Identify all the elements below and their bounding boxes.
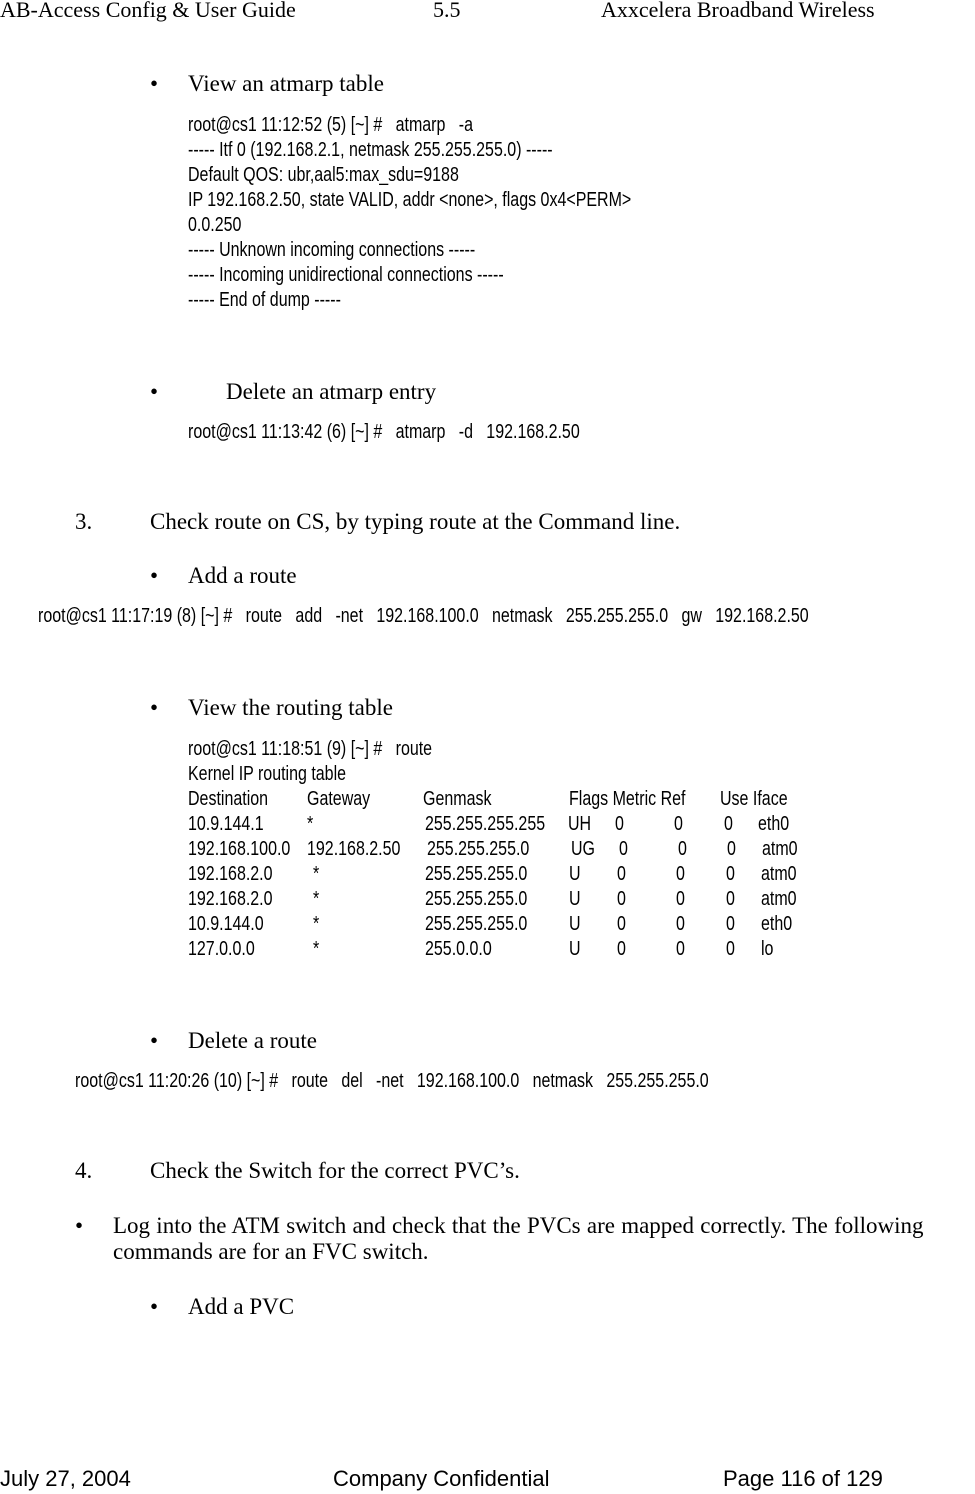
code-line: IP 192.168.2.50, state VALID, addr <none>, flags 0x4<PERM> bbox=[188, 189, 632, 211]
code-line: root@cs1 11:17:19 (8) [~] # route add -net 192.168.100.0 netmask 255.255.255.0 gw 192.168.2.50 bbox=[38, 605, 809, 627]
cell-flags: U bbox=[569, 863, 581, 885]
code-line: ----- End of dump ----- bbox=[188, 289, 341, 311]
bullet-icon: • bbox=[150, 71, 159, 96]
code-line: Default QOS: ubr,aal5:max_sdu=9188 bbox=[188, 164, 459, 186]
bullet-icon: • bbox=[150, 379, 159, 404]
cell-ref: 0 bbox=[676, 863, 685, 885]
footer-date: July 27, 2004 bbox=[0, 1466, 131, 1491]
paragraph-login-switch bbox=[113, 1213, 975, 1265]
cell-use: 0 bbox=[726, 863, 735, 885]
cell-destination: 192.168.2.0 bbox=[188, 888, 273, 910]
cell-gateway: * bbox=[313, 938, 320, 960]
footer-page-number: Page 116 of 129 bbox=[723, 1466, 883, 1491]
cell-gateway: * bbox=[313, 888, 320, 910]
cell-flags: U bbox=[569, 938, 581, 960]
cell-iface: atm0 bbox=[761, 888, 797, 910]
column-header-gateway: Gateway bbox=[307, 788, 371, 810]
cell-destination: 10.9.144.1 bbox=[188, 813, 264, 835]
cell-flags: UH bbox=[568, 813, 592, 835]
cell-iface: eth0 bbox=[761, 913, 793, 935]
cell-genmask: 255.255.255.0 bbox=[425, 888, 528, 910]
code-line: root@cs1 11:13:42 (6) [~] # atmarp -d 192.168.2.50 bbox=[188, 421, 580, 443]
code-block-atmarp-delete bbox=[188, 420, 678, 445]
code-line: root@cs1 11:20:26 (10) [~] # route del -net 192.168.100.0 netmask 255.255.255.0 bbox=[75, 1070, 709, 1092]
step-text-3: Check route on CS, by typing route at the Command line. bbox=[150, 509, 681, 534]
cell-metric: 0 bbox=[615, 813, 624, 835]
cell-genmask: 255.255.255.255 bbox=[425, 813, 546, 835]
routing-table-block bbox=[188, 737, 888, 967]
code-line: ----- Unknown incoming connections ----- bbox=[188, 239, 476, 261]
cell-iface: lo bbox=[761, 938, 774, 960]
cell-destination: 192.168.2.0 bbox=[188, 863, 273, 885]
cell-genmask: 255.255.255.0 bbox=[427, 838, 530, 860]
cell-iface: atm0 bbox=[761, 863, 797, 885]
cell-gateway: * bbox=[307, 813, 314, 835]
code-line: ----- Incoming unidirectional connections ----- bbox=[188, 264, 504, 286]
cell-iface: eth0 bbox=[758, 813, 790, 835]
cell-metric: 0 bbox=[617, 913, 626, 935]
heading-add-route: Add a route bbox=[188, 563, 297, 588]
bullet-icon: • bbox=[150, 1028, 159, 1053]
step-text-4: Check the Switch for the correct PVC’s. bbox=[150, 1158, 520, 1183]
bullet-icon: • bbox=[75, 1213, 84, 1238]
cell-use: 0 bbox=[726, 913, 735, 935]
column-header-use-iface: Use Iface bbox=[720, 788, 788, 810]
code-block-atmarp-table bbox=[188, 113, 742, 313]
cell-ref: 0 bbox=[676, 938, 685, 960]
cell-destination: 192.168.100.0 bbox=[188, 838, 291, 860]
header-version: 5.5 bbox=[433, 0, 461, 22]
bullet-icon: • bbox=[150, 563, 159, 588]
column-header-flags-metric-ref: Flags Metric Ref bbox=[569, 788, 686, 810]
cell-use: 0 bbox=[726, 938, 735, 960]
header-company: Axxcelera Broadband Wireless bbox=[601, 0, 875, 22]
paragraph-line-1 bbox=[113, 1213, 975, 1239]
bullet-icon: • bbox=[150, 695, 159, 720]
cell-iface: atm0 bbox=[762, 838, 798, 860]
cell-destination: 127.0.0.0 bbox=[188, 938, 255, 960]
heading-add-pvc: Add a PVC bbox=[188, 1294, 295, 1319]
code-line: 0.0.250 bbox=[188, 214, 242, 236]
code-line: ----- Itf 0 (192.168.2.1, netmask 255.255.255.0) ----- bbox=[188, 139, 553, 161]
route-prompt: root@cs1 11:18:51 (9) [~] # route bbox=[188, 738, 433, 760]
cell-ref: 0 bbox=[676, 913, 685, 935]
heading-delete-route: Delete a route bbox=[188, 1028, 317, 1053]
cell-ref: 0 bbox=[678, 838, 687, 860]
code-line: root@cs1 11:12:52 (5) [~] # atmarp -a bbox=[188, 114, 473, 136]
cell-use: 0 bbox=[724, 813, 733, 835]
cell-metric: 0 bbox=[617, 888, 626, 910]
cell-ref: 0 bbox=[676, 888, 685, 910]
paragraph-text: Log into the ATM switch and check that the PVCs are mapped correctly. The following bbox=[113, 1213, 924, 1238]
cell-gateway: * bbox=[313, 913, 320, 935]
footer-confidential: Company Confidential bbox=[333, 1466, 550, 1491]
paragraph-line-2: commands are for an FVC switch. bbox=[113, 1239, 429, 1264]
column-header-genmask: Genmask bbox=[423, 788, 492, 810]
step-number-3: 3. bbox=[75, 509, 93, 534]
heading-delete-atmarp: Delete an atmarp entry bbox=[226, 379, 437, 404]
cell-destination: 10.9.144.0 bbox=[188, 913, 264, 935]
header-doc-title: AB-Access Config & User Guide bbox=[0, 0, 296, 22]
cell-flags: U bbox=[569, 913, 581, 935]
step-number-4: 4. bbox=[75, 1158, 93, 1183]
cell-gateway: 192.168.2.50 bbox=[307, 838, 401, 860]
bullet-icon: • bbox=[150, 1294, 159, 1319]
cell-metric: 0 bbox=[617, 938, 626, 960]
cell-use: 0 bbox=[727, 838, 736, 860]
cell-gateway: * bbox=[313, 863, 320, 885]
route-table-caption: Kernel IP routing table bbox=[188, 763, 347, 785]
cell-ref: 0 bbox=[674, 813, 683, 835]
cell-genmask: 255.255.255.0 bbox=[425, 863, 528, 885]
cell-flags: U bbox=[569, 888, 581, 910]
code-delete-route bbox=[75, 1069, 867, 1094]
column-header-destination: Destination bbox=[188, 788, 269, 810]
cell-flags: UG bbox=[571, 838, 595, 860]
heading-view-routing: View the routing table bbox=[188, 695, 393, 720]
cell-genmask: 255.0.0.0 bbox=[425, 938, 492, 960]
code-add-route bbox=[38, 604, 975, 629]
cell-metric: 0 bbox=[617, 863, 626, 885]
cell-use: 0 bbox=[726, 888, 735, 910]
cell-genmask: 255.255.255.0 bbox=[425, 913, 528, 935]
cell-metric: 0 bbox=[619, 838, 628, 860]
heading-view-atmarp: View an atmarp table bbox=[188, 71, 384, 96]
